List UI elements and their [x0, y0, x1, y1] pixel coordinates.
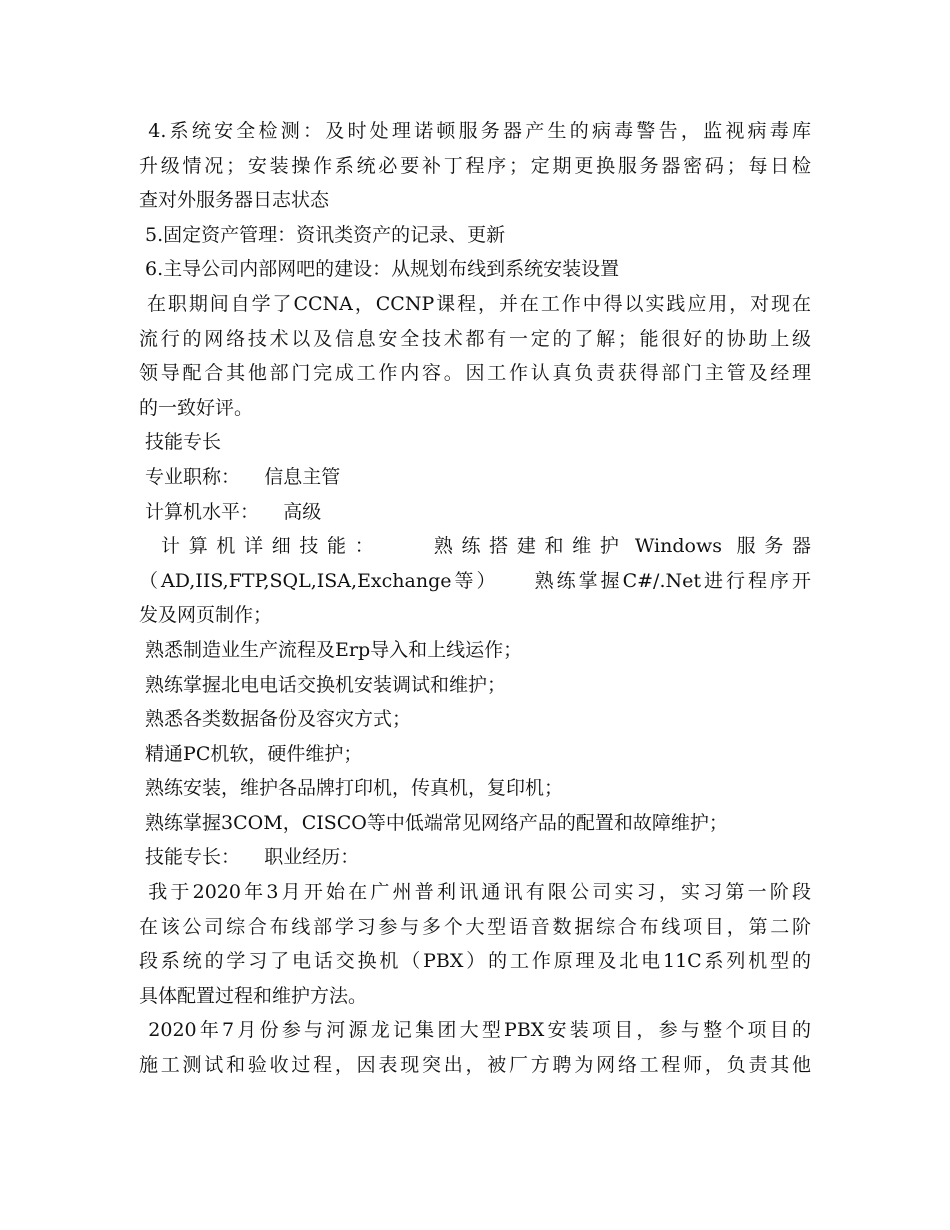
text-line: 计 算 机 详 细 技 能 ： 熟 练 搭 建 和 维 护 Windows 服 务 器: [139, 535, 811, 558]
document-body: [139, 114, 811, 1083]
text-line: 我于2020年3月开始在广州普利讯通讯有限公司实习，实习第一阶段: [139, 881, 811, 904]
text-line: 6.主导公司内部网吧的建设：从规划布线到系统安装设置: [139, 258, 620, 281]
text-line: 熟练掌握北电电话交换机安装调试和维护；: [139, 673, 507, 696]
text-line: 精通PC机软，硬件维护；: [139, 742, 363, 765]
text-line: 具体配置过程和维护方法。: [139, 984, 368, 1007]
text-line: 流行的网络技术以及信息安全技术都有一定的了解；能很好的协助上级: [139, 327, 811, 350]
text-line: 熟悉制造业生产流程及Erp导入和上线运作；: [139, 638, 523, 661]
text-line: 5.固定资产管理：资讯类资产的记录、更新: [139, 223, 506, 246]
text-line: （AD,IIS,FTP,SQL,ISA,Exchange等） 熟练掌握C#/.Net进行程序开: [139, 569, 811, 592]
text-line: 专业职称： 信息主管: [139, 465, 341, 488]
text-line: 熟练掌握3COM，CISCO等中低端常见网络产品的配置和故障维护；: [139, 811, 728, 834]
text-line: 在该公司综合布线部学习参与多个大型语音数据综合布线项目，第二阶: [139, 915, 811, 938]
text-line: 在职期间自学了CCNA，CCNP课程，并在工作中得以实践应用，对现在: [139, 292, 811, 315]
text-line: 领导配合其他部门完成工作内容。因工作认真负责获得部门主管及经理: [139, 362, 811, 385]
text-line: 2020年7月份参与河源龙记集团大型PBX安装项目，参与整个项目的: [139, 1019, 811, 1042]
text-line: 计算机水平： 高级: [139, 500, 322, 523]
section-heading: 技能专长: [139, 431, 222, 454]
text-line: 熟悉各类数据备份及容灾方式；: [139, 708, 412, 731]
text-line: 查对外服务器日志状态: [139, 189, 330, 212]
text-line: 升级情况；安装操作系统必要补丁程序；定期更换服务器密码；每日检: [139, 154, 811, 177]
text-line: 的一致好评。: [139, 396, 254, 419]
text-line: 4.系统安全检测：及时处理诺顿服务器产生的病毒警告，监视病毒库: [139, 120, 811, 142]
text-line: 发及网页制作；: [139, 604, 273, 627]
text-line: 段系统的学习了电话交换机（PBX）的工作原理及北电11C系列机型的: [139, 950, 811, 973]
text-line: 熟练安装，维护各品牌打印机，传真机，复印机；: [139, 777, 564, 800]
text-line: 施工测试和验收过程，因表现突出，被厂方聘为网络工程师，负责其他: [139, 1054, 811, 1077]
text-line: 技能专长： 职业经历：: [139, 846, 360, 869]
